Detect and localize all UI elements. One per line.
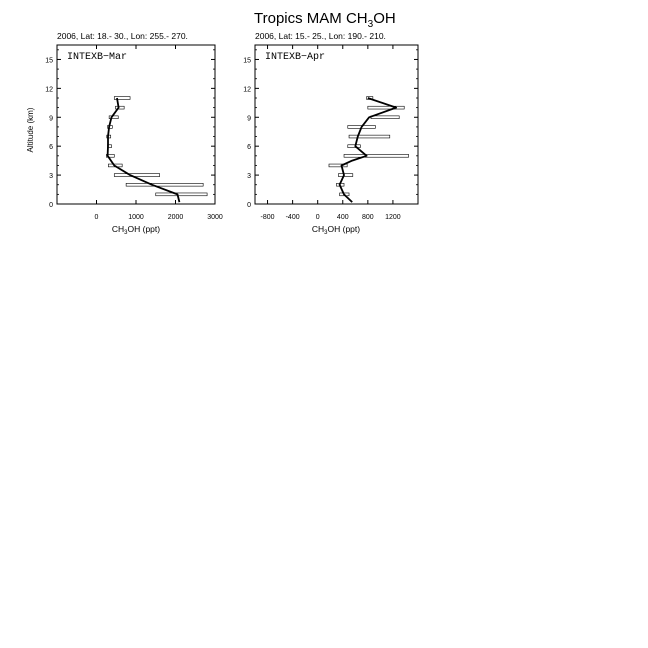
range-bars <box>106 97 207 196</box>
profile-lines <box>108 98 180 202</box>
figure-title-subscript: 3 <box>367 19 374 30</box>
range-bar <box>114 174 159 177</box>
x-tick-label: 2000 <box>167 214 184 221</box>
chart-header: 2006, Lat: 15.- 25., Lon: 190.- 210. <box>255 31 386 41</box>
y-tick-label: 3 <box>49 173 53 181</box>
x-axis-label-post: OH (ppt) <box>127 224 161 234</box>
y-tick-label: 3 <box>247 173 251 181</box>
campaign-label: INTEXB−Mar <box>67 52 128 63</box>
x-axis-label-post: OH (ppt) <box>327 224 361 234</box>
x-tick-label: 0 <box>94 214 99 221</box>
profile-line <box>108 98 180 202</box>
campaign-label: INTEXB−Apr <box>265 52 326 63</box>
range-bar <box>348 145 361 148</box>
x-tick-label: 400 <box>336 214 349 221</box>
y-tick-label: 9 <box>247 115 251 123</box>
y-tick-label: 15 <box>45 57 53 65</box>
y-tick-label: 15 <box>243 57 251 65</box>
x-tick-label: 800 <box>362 214 374 221</box>
y-tick-label: 6 <box>49 144 53 152</box>
figure-title <box>254 10 396 30</box>
profile-lines <box>340 98 397 202</box>
x-tick-label: -400 <box>285 214 300 221</box>
x-axis-label-pre: CH <box>311 224 325 234</box>
chart-intexb-apr <box>243 31 418 236</box>
x-tick-label: 1200 <box>385 214 401 221</box>
plot-frame <box>57 45 215 204</box>
x-axis-label-subscript: 3 <box>324 230 328 236</box>
y-tick-label: 9 <box>49 115 53 123</box>
x-tick-label: 0 <box>315 214 320 221</box>
range-bar <box>344 154 409 157</box>
x-tick-label: 1000 <box>128 214 144 221</box>
y-tick-label: 12 <box>243 86 251 94</box>
x-axis-label-pre: CH <box>111 224 125 234</box>
range-bar <box>338 174 352 177</box>
x-axis-label <box>312 224 360 236</box>
range-bar <box>126 183 203 186</box>
figure-title-main: Tropics MAM CH <box>254 10 368 27</box>
chart-header: 2006, Lat: 18.- 30., Lon: 255.- 270. <box>57 31 188 41</box>
plot-frame <box>255 45 418 204</box>
axes <box>243 45 418 221</box>
y-tick-label: 12 <box>45 86 53 94</box>
range-bar <box>349 135 390 138</box>
y-tick-label: 6 <box>247 144 251 152</box>
profile-line <box>340 98 397 202</box>
chart-intexb-mar <box>26 31 223 236</box>
figure-title-tail: OH <box>373 10 396 27</box>
range-bar <box>371 116 399 119</box>
x-tick-label: -800 <box>260 214 275 221</box>
y-axis-label: Altitude (km) <box>26 107 35 153</box>
x-tick-label: 3000 <box>207 214 223 221</box>
range-bar <box>368 106 404 109</box>
x-axis-label-subscript: 3 <box>124 230 128 236</box>
range-bar <box>156 193 207 196</box>
y-tick-label: 0 <box>247 202 251 209</box>
y-tick-label: 0 <box>49 202 53 209</box>
x-axis-label <box>112 224 160 236</box>
